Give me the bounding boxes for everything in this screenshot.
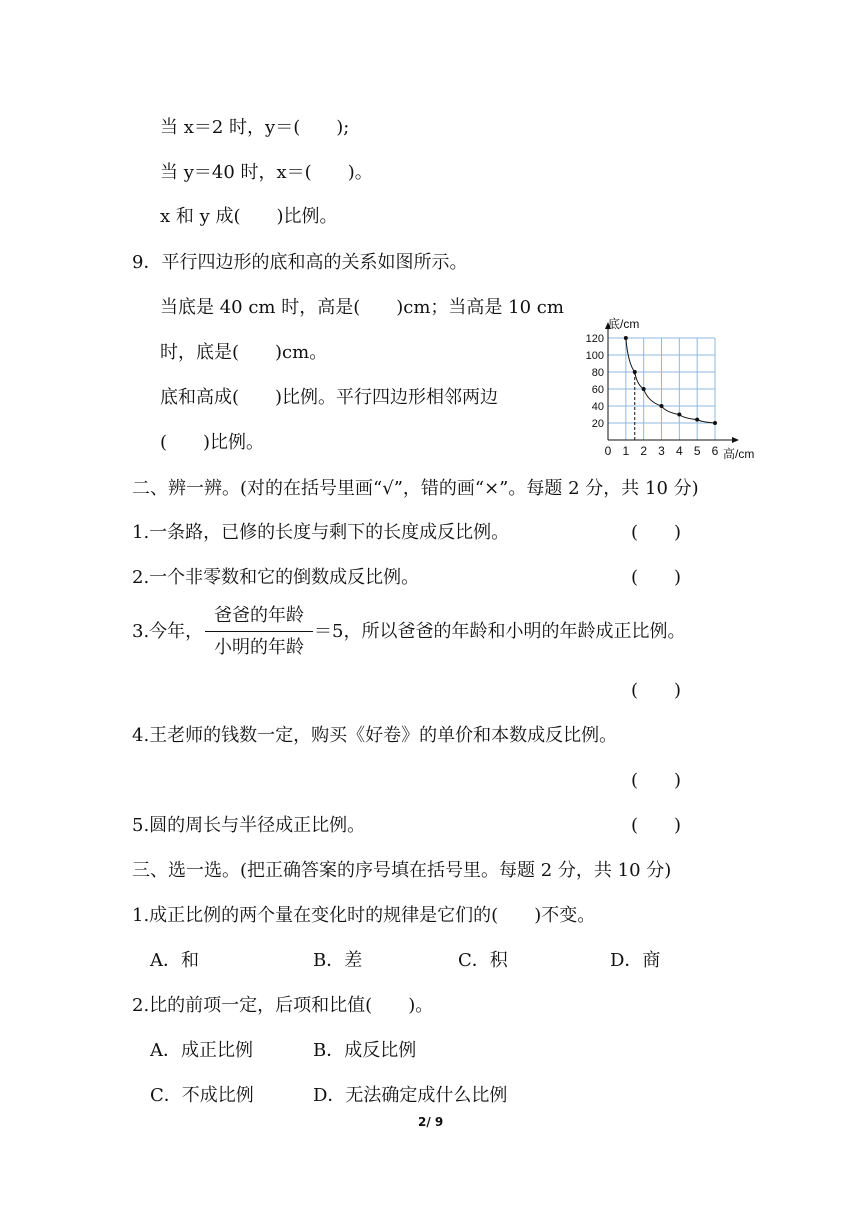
s3-q2-option-d[interactable]: D．无法确定成什么比例 [313, 1085, 508, 1106]
s2-q4: 4.王老师的钱数一定，购买《好卷》的单价和本数成反比例。 [132, 725, 618, 746]
s2-q3-numerator: 爸爸的年龄 [214, 605, 304, 626]
s2-q2: 2.一个非零数和它的倒数成反比例。 [132, 567, 420, 588]
q9-line-2: 时，底是( )cm。 [160, 342, 328, 363]
data-point [695, 418, 699, 422]
s2-q1: 1.一条路，已修的长度与剩下的长度成反比例。 [132, 522, 510, 543]
base-height-chart [578, 312, 768, 464]
chart-axes [605, 322, 739, 443]
series-curve [626, 338, 715, 423]
section2-title: 二、辨一辨。(对的在括号里画“√”，错的画“×”。每题 2 分，共 10 分) [132, 478, 699, 499]
chart-points [624, 336, 717, 425]
data-point [677, 413, 681, 417]
s2-q4-answer-paren[interactable]: ( ) [631, 770, 682, 791]
data-point [624, 336, 628, 340]
data-point [633, 370, 637, 374]
x-tick-label: 1 [622, 444, 630, 458]
q8-line-2: 当 y＝40 时，x＝( )。 [160, 162, 373, 183]
data-point [642, 387, 646, 391]
s3-q2-option-b[interactable]: B．成反比例 [313, 1040, 417, 1061]
data-point [660, 404, 664, 408]
s3-q2-option-a[interactable]: A．成正比例 [150, 1040, 253, 1061]
y-tick-label: 40 [591, 401, 604, 413]
x-axis-arrow [732, 437, 739, 443]
s2-q3-fraction [205, 604, 313, 660]
q9-title: 9．平行四边形的底和高的关系如图所示。 [132, 252, 468, 273]
chart-curve [626, 338, 715, 423]
chart-y-label: 底/cm [608, 317, 640, 331]
chart-grid [608, 338, 715, 440]
s3-q1: 1.成正比例的两个量在变化时的规律是它们的( )不变。 [132, 905, 596, 926]
q8-line-3: x 和 y 成( )比例。 [160, 206, 338, 227]
data-point [713, 421, 717, 425]
s2-q3-answer-paren[interactable]: ( ) [631, 680, 682, 701]
y-tick-label: 60 [591, 384, 604, 396]
s3-q1-option-a[interactable]: A．和 [150, 950, 199, 971]
fraction-bar [205, 631, 313, 632]
x-tick-label: 6 [711, 444, 719, 458]
x-tick-label: 4 [675, 444, 683, 458]
s3-q1-option-b[interactable]: B．差 [313, 950, 363, 971]
y-tick-label: 100 [585, 350, 604, 362]
s3-q1-option-c[interactable]: C．积 [458, 950, 508, 971]
x-tick-label: 0 [604, 444, 612, 458]
section3-title: 三、选一选。(把正确答案的序号填在括号里。每题 2 分，共 10 分) [132, 860, 672, 881]
q8-line-1: 当 x＝2 时，y＝( ); [160, 117, 350, 138]
s2-q5-answer-paren[interactable]: ( ) [631, 815, 682, 836]
x-tick-label: 5 [693, 444, 701, 458]
s3-q2: 2.比的前项一定，后项和比值( )。 [132, 995, 434, 1016]
chart-x-label: 高/cm [723, 447, 755, 461]
x-tick-label: 2 [640, 444, 648, 458]
s2-q2-answer-paren[interactable]: ( ) [631, 567, 682, 588]
x-tick-label: 3 [658, 444, 665, 458]
s3-q2-option-c[interactable]: C．不成比例 [150, 1085, 254, 1106]
s3-q1-option-d[interactable]: D．商 [610, 950, 661, 971]
s2-q3-prefix: 3.今年， [132, 621, 204, 642]
s2-q3-denominator: 小明的年龄 [214, 637, 304, 658]
y-tick-label: 80 [591, 367, 604, 379]
s2-q3-suffix: ＝5，所以爸爸的年龄和小明的年龄成正比例。 [314, 621, 686, 642]
y-tick-label: 20 [591, 418, 604, 430]
s2-q5: 5.圆的周长与半径成正比例。 [132, 815, 366, 836]
y-tick-label: 120 [585, 333, 604, 345]
q9-line-1: 当底是 40 cm 时，高是( )cm；当高是 10 cm [160, 297, 564, 318]
s2-q1-answer-paren[interactable]: ( ) [631, 522, 682, 543]
q9-line-4: ( )比例。 [160, 432, 265, 453]
q9-line-3: 底和高成( )比例。平行四边形相邻两边 [160, 387, 499, 408]
chart-tick-labels [586, 333, 719, 458]
page-number: 2/ 9 [418, 1115, 444, 1129]
